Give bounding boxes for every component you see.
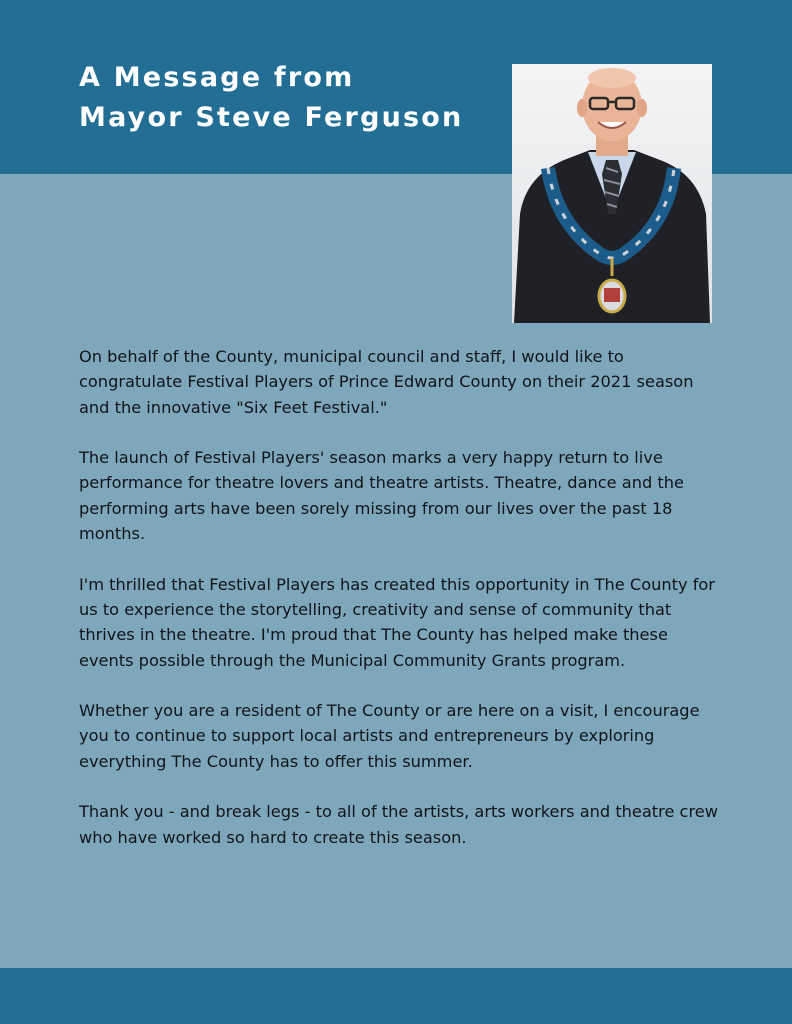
message-paragraph: I'm thrilled that Festival Players has created this opportunity in The County for us to experience the storytelling, creativity and sense of community that thrives in the theatre. I'm proud that The County has helped make these events possible through the Municipal Community Grants program. (79, 574, 715, 670)
message-body (79, 344, 719, 850)
page-title (79, 58, 479, 138)
title-line-2: Mayor Steve Ferguson (79, 102, 464, 133)
title-line-1: A Message from (79, 62, 355, 93)
footer-band (0, 968, 792, 1024)
message-paragraph: Whether you are a resident of The County or are here on a visit, I encourage you to continue to support local artists and entrepreneurs by exploring everything The County has to offer this summer. (79, 701, 700, 771)
message-paragraph: The launch of Festival Players' season marks a very happy return to live performance for theatre lovers and theatre artists. Theatre, dance and the performing arts have been sorely missing from our lives over the past 18 months. (79, 448, 684, 544)
message-paragraph: Thank you - and break legs - to all of the artists, arts workers and theatre crew who have worked so hard to create this season. (79, 802, 718, 847)
mayor-portrait-photo (512, 64, 712, 323)
message-paragraph: On behalf of the County, municipal council and staff, I would like to congratulate Festival Players of Prince Edward County on their 2021 season and the innovative "Six Feet Festival." (79, 347, 694, 417)
